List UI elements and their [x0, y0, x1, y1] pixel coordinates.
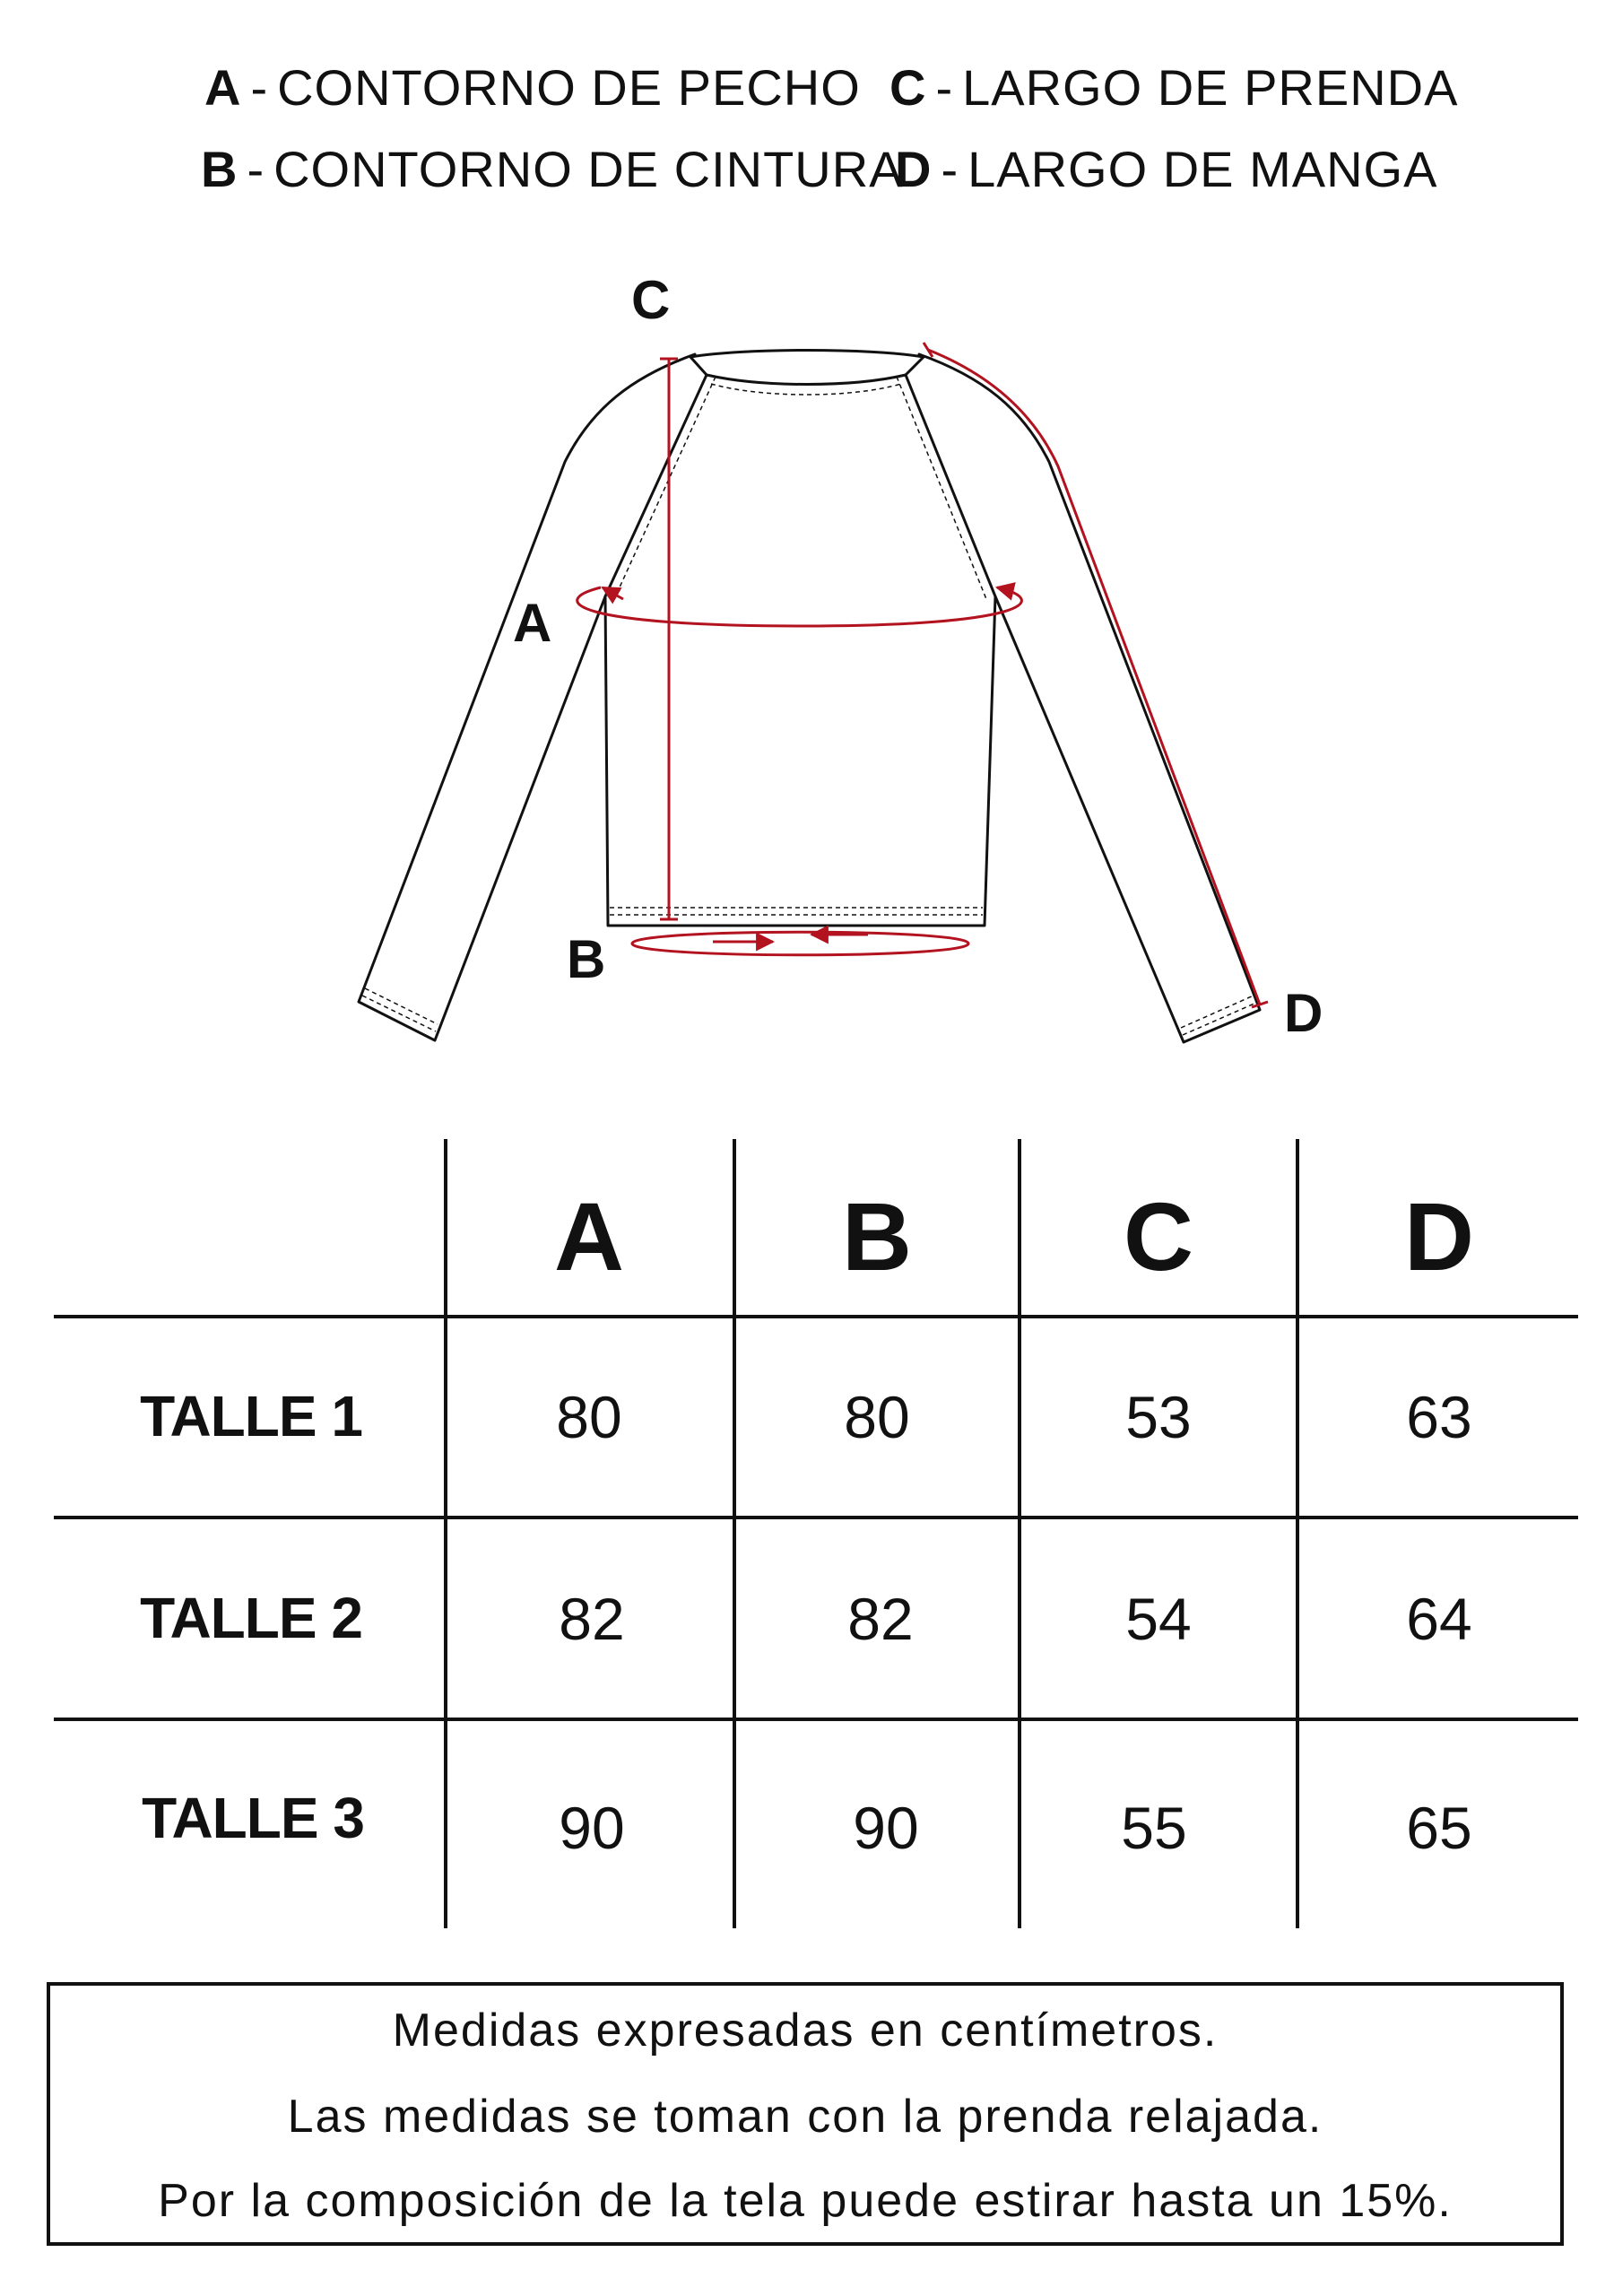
row-label-talle-2: TALLE 2	[140, 1586, 362, 1650]
size-table	[54, 1139, 1578, 1928]
legend-text: CONTORNO DE CINTURA	[273, 141, 904, 197]
collar-outer	[690, 351, 924, 358]
table-cell: 64	[1406, 1586, 1472, 1652]
legend-separator: -	[935, 59, 954, 116]
legend-text: LARGO DE PRENDA	[962, 59, 1459, 116]
legend-key: C	[889, 59, 927, 116]
table-cell: 90	[559, 1795, 625, 1861]
column-header-a: A	[554, 1182, 624, 1291]
legend-item-d	[895, 140, 1437, 198]
table-cell: 65	[1406, 1795, 1472, 1861]
table-cell: 80	[556, 1384, 622, 1450]
sweater-illustration	[0, 251, 1614, 1076]
note-line: Medidas expresadas en centímetros.	[392, 2005, 1219, 2057]
table-cell: 53	[1125, 1384, 1192, 1450]
column-header-b: B	[842, 1182, 912, 1291]
legend-key: B	[201, 141, 239, 197]
table-divider	[54, 1718, 1578, 1721]
legend-separator: -	[250, 59, 269, 116]
column-header-d: D	[1404, 1182, 1474, 1291]
note-line: Las medidas se toman con la prenda relajada.	[287, 2091, 1323, 2143]
legend-text: CONTORNO DE PECHO	[277, 59, 861, 116]
left-sleeve-outline	[359, 354, 695, 1040]
table-cell: 54	[1125, 1586, 1192, 1652]
table-cell: 63	[1406, 1384, 1472, 1450]
table-cell: 90	[853, 1795, 919, 1861]
measurement-legend	[0, 54, 1614, 197]
legend-item-a	[204, 58, 861, 117]
row-label-talle-3: TALLE 3	[142, 1786, 364, 1850]
legend-item-c	[889, 58, 1458, 117]
table-cell: 80	[844, 1384, 910, 1450]
legend-key: A	[204, 59, 242, 116]
legend-text: LARGO DE MANGA	[968, 141, 1438, 197]
table-cell: 55	[1121, 1795, 1187, 1861]
table-divider	[444, 1139, 447, 1928]
column-header-c: C	[1124, 1182, 1193, 1291]
legend-separator: -	[941, 141, 959, 197]
collar-side-right	[906, 357, 924, 375]
raglan-seam-right	[906, 375, 995, 596]
notes-box	[47, 1982, 1564, 2246]
body-outline	[605, 596, 995, 926]
table-divider	[733, 1139, 736, 1928]
row-label-talle-1: TALLE 1	[140, 1384, 362, 1448]
measure-line-d	[928, 350, 1260, 1004]
collar-inner	[707, 375, 906, 385]
raglan-seam-left	[605, 375, 707, 596]
collar-side-left	[690, 357, 707, 375]
legend-item-b	[201, 140, 904, 198]
raglan-stitch-right	[897, 377, 986, 599]
table-divider	[1296, 1139, 1299, 1928]
measure-line-a	[577, 587, 1022, 626]
hem-stitch	[610, 908, 983, 915]
right-sleeve-outline	[919, 354, 1260, 1042]
table-divider	[54, 1516, 1578, 1519]
table-divider	[54, 1315, 1578, 1318]
diagram-label-a: A	[513, 593, 552, 653]
measure-ellipse-b	[632, 932, 968, 955]
raglan-stitch-left	[614, 377, 716, 599]
table-cell: 82	[559, 1586, 625, 1652]
diagram-label-d: D	[1284, 983, 1323, 1043]
legend-key: D	[895, 141, 933, 197]
table-divider	[1018, 1139, 1021, 1928]
note-line: Por la composición de la tela puede estirar hasta un 15%.	[158, 2175, 1453, 2227]
diagram-label-b: B	[567, 929, 606, 989]
table-cell: 82	[847, 1586, 914, 1652]
garment-diagram	[0, 251, 1614, 1076]
diagram-label-c: C	[631, 270, 671, 330]
legend-separator: -	[247, 141, 265, 197]
